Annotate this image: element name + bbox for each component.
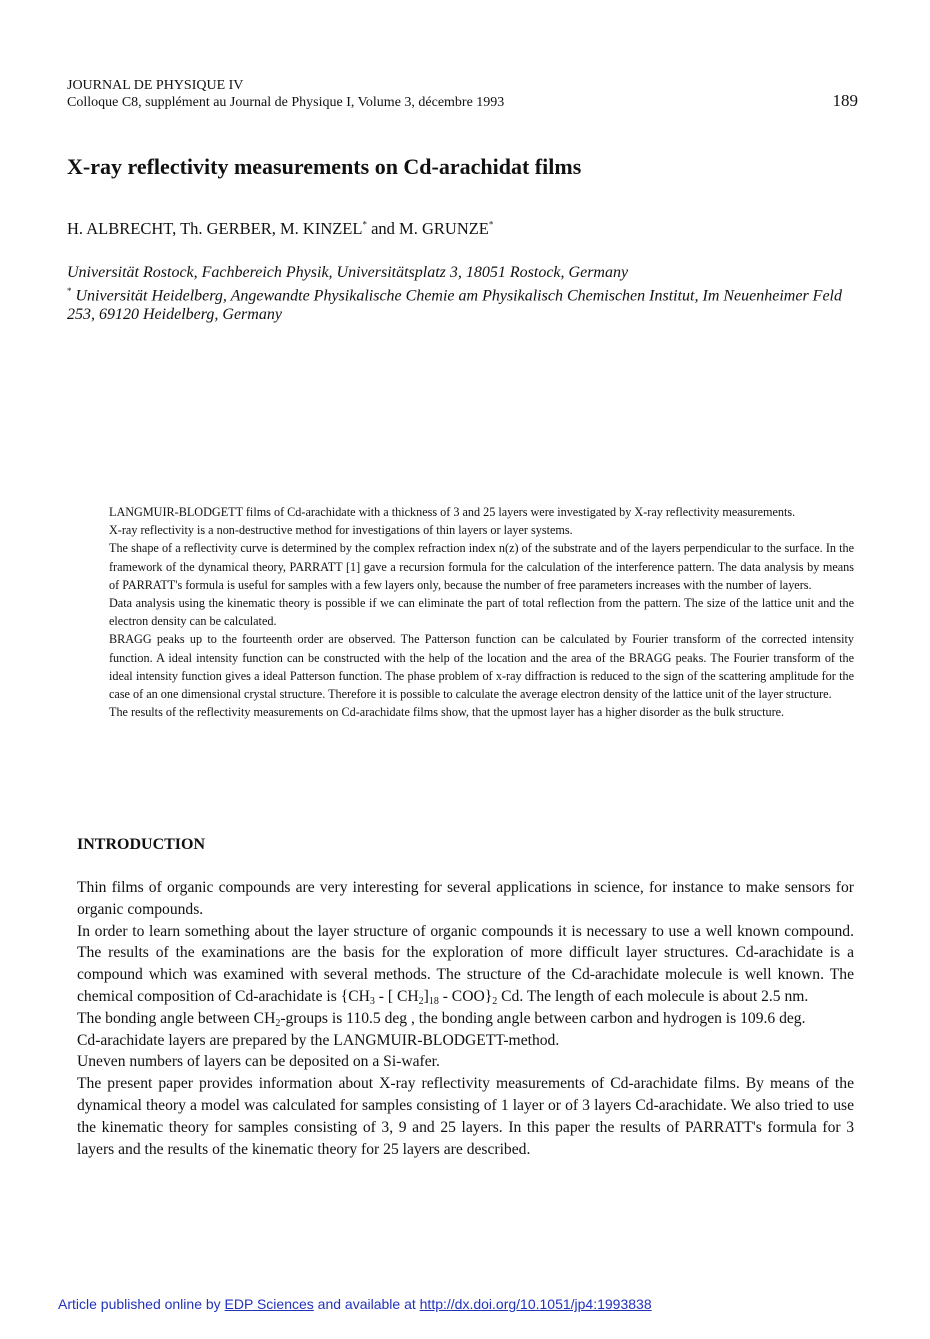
- page-number: 189: [832, 91, 858, 110]
- publisher-link[interactable]: EDP Sciences: [224, 1296, 314, 1312]
- intro-paragraph: Thin films of organic compounds are very interesting for several applications in science, for instance to make sensors for organic compounds.: [77, 879, 854, 918]
- author-footnote-mark: *: [362, 219, 367, 230]
- affiliation-2-text: Universität Heidelberg, Angewandte Physikalische Chemie am Physikalisch Chemischen Institut, Im Neuenheimer Feld 253, 69120 Heidelberg, Germany: [67, 287, 842, 324]
- author-footnote-mark: *: [488, 219, 494, 230]
- affiliation-1: Universität Rostock, Fachbereich Physik, Universitätsplatz 3, 18051 Rostock, Germany: [67, 264, 629, 281]
- affiliations: [67, 263, 867, 324]
- colloque-line: Colloque C8, supplément au Journal de Physique I, Volume 3, décembre 1993: [67, 95, 505, 110]
- intro-paragraph: Cd-arachidate layers are prepared by the LANGMUIR-BLODGETT-method.: [77, 1031, 560, 1049]
- running-header: [67, 77, 504, 111]
- abstract-paragraph: The results of the reflectivity measurements on Cd-arachidate films show, that the upmost layer has a higher disorder as the bulk structure.: [109, 705, 785, 720]
- journal-name: JOURNAL DE PHYSIQUE IV: [67, 78, 244, 93]
- publication-footer: [58, 1296, 652, 1312]
- authors-part-1: H. ALBRECHT, Th. GERBER, M. KINZEL: [67, 219, 363, 238]
- intro-paragraph: Uneven numbers of layers can be deposited on a Si-wafer.: [77, 1053, 440, 1071]
- affiliation-footnote-mark: *: [67, 286, 72, 296]
- doi-link[interactable]: http://dx.doi.org/10.1051/jp4:1993838: [419, 1296, 652, 1312]
- abstract: [109, 503, 854, 721]
- introduction-body: [77, 877, 854, 1160]
- section-heading-introduction: INTRODUCTION: [77, 836, 206, 853]
- paper-title: X-ray reflectivity measurements on Cd-arachidat films: [67, 154, 582, 179]
- abstract-paragraph: Data analysis using the kinematic theory is possible if we can eliminate the part of total reflection from the pattern. The size of the lattice unit and the electron density can be calculated.: [109, 596, 854, 629]
- authors-part-2: and M. GRUNZE: [366, 219, 489, 238]
- footer-middle: and available at: [313, 1296, 420, 1312]
- intro-paragraph: The present paper provides information about X-ray reflectivity measurements of Cd-arachidate films. By means of the dynamical theory a model was calculated for samples consisting of 1 layer or of 3 layers Cd-arachidate. We also tried to use the kinematic theory for samples consisting of 3, 9 and 25 layers. In this paper the results of PARRATT's formula for 3 layers and the results of the kinematic theory for 25 layers are described.: [77, 1075, 854, 1158]
- abstract-paragraph: The shape of a reflectivity curve is determined by the complex refraction index n(z) of the substrate and of the layers perpendicular to the surface. In the framework of the dynamical theory, PARRATT [1] gave a recursion formula for the calculation of the interference pattern. The data analysis by means of PARRATT's formula is useful for samples with a few layers only, because the number of free parameters increases with the number of layers.: [109, 541, 854, 592]
- abstract-paragraph: BRAGG peaks up to the fourteenth order are observed. The Patterson function can be calculated by Fourier transform of the corrected intensity function. A ideal intensity function can be constructed with the help of the location and the area of the BRAGG peaks. The Fourier transform of the ideal intensity function gives a ideal Patterson function. The phase problem of x-ray diffraction is reduced to the sign of the scattering amplitude for the case of an one dimensional crystal structure. Therefore it is possible to calculate the average electron density of the lattice unit of the layer structure.: [109, 632, 854, 702]
- abstract-paragraph: X-ray reflectivity is a non-destructive method for investigations of thin layers or layer systems.: [109, 523, 573, 538]
- abstract-paragraph: LANGMUIR-BLODGETT films of Cd-arachidate with a thickness of 3 and 25 layers were investigated by X-ray reflectivity measurements.: [109, 505, 796, 519]
- affiliation-2: [67, 282, 867, 324]
- author-list: [67, 219, 493, 239]
- intro-paragraph-angles: The bonding angle between $CH_2$-groups is 110.5 deg , the bonding angle between carbon and hydrogen is 109.6 deg.: [77, 1009, 806, 1029]
- footer-prefix: Article published online by: [58, 1296, 225, 1312]
- intro-paragraph-chemistry: In order to learn something about the layer structure of organic compounds it is necessary to use a well known compound. The results of the examinations are the basis for the exploration of more difficult layer structures. Cd-arachidate is a compound which was examined with several methods. The structure of the Cd-arachidate molecule is well known. The chemical composition of Cd-arachidate is {$CH_3$ - [ $CH_2]_{18} - COO\}_2$ Cd. The length of each molecule is about 2.5 nm.: [77, 922, 854, 1007]
